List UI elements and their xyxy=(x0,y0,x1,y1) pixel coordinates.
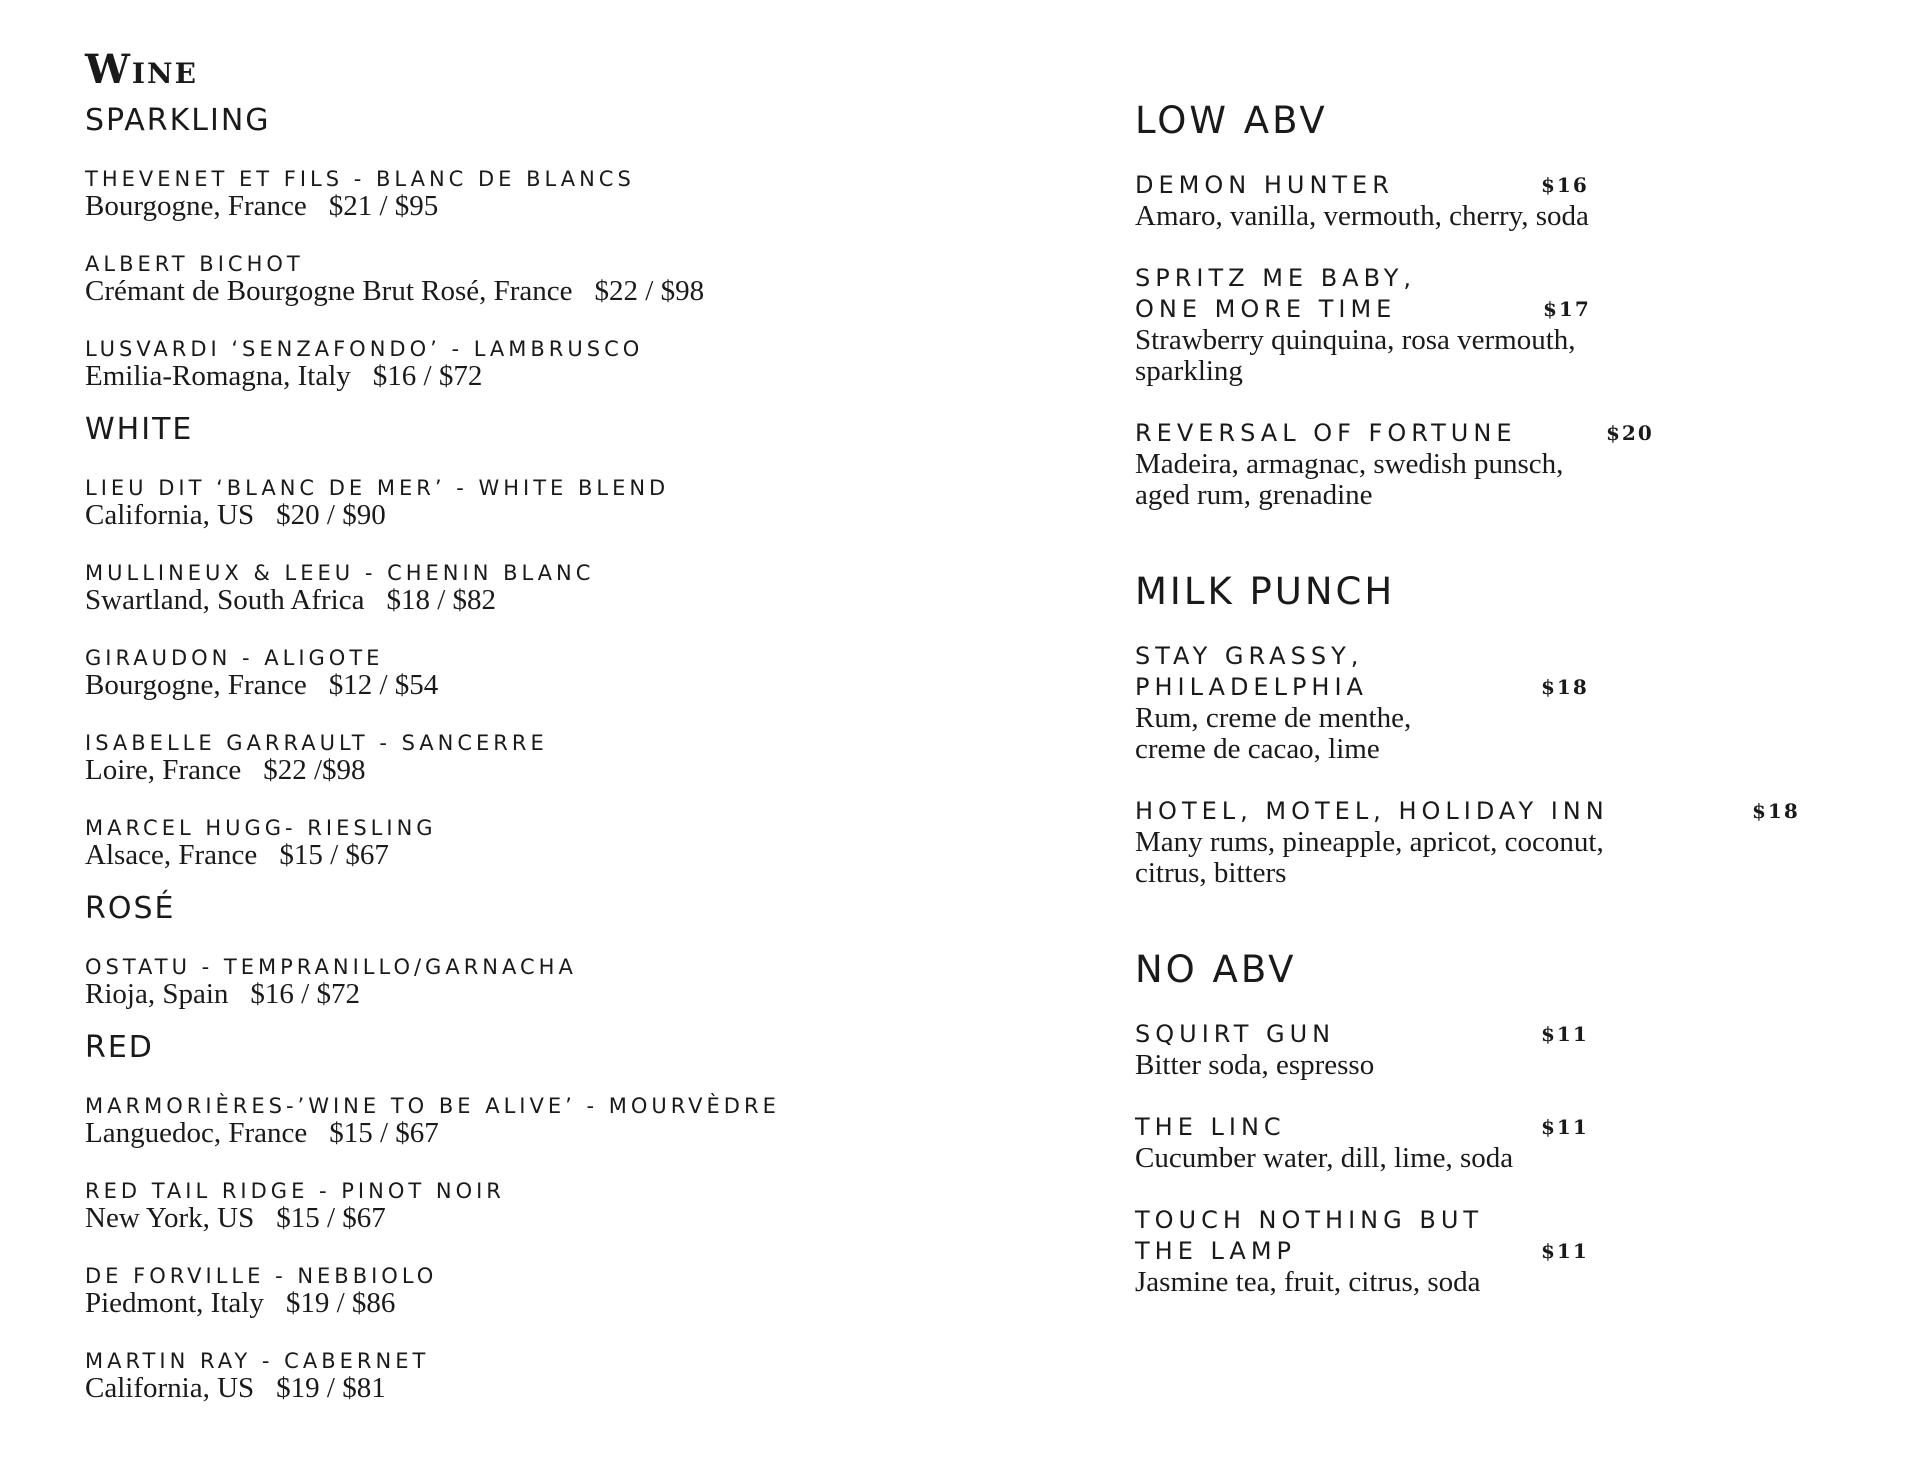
drink-description: Bitter soda, espresso xyxy=(1135,1049,1375,1081)
wine-name: MULLINEUX & LEEU - CHENIN BLANC xyxy=(85,561,595,585)
wine-region: Alsace, France xyxy=(85,839,258,871)
drink-name: STAY GRASSY, xyxy=(1135,642,1364,670)
wine-name: ALBERT BICHOT xyxy=(85,252,304,276)
wine-item xyxy=(85,816,1085,870)
section-title: SPARKLING xyxy=(85,103,271,138)
wine-price: $12 / $54 xyxy=(328,669,439,701)
wine-region: Rioja, Spain xyxy=(85,978,229,1010)
drink-description: Cucumber water, dill, lime, soda xyxy=(1135,1142,1514,1174)
wine-region: Bourgogne, France xyxy=(85,669,307,701)
drink-section-milk-punch xyxy=(1135,570,1895,889)
wine-item xyxy=(85,1349,1085,1403)
section-title: RED xyxy=(85,1030,154,1065)
drink-price: $20 xyxy=(1606,421,1654,445)
drink-name: SQUIRT GUN xyxy=(1135,1020,1336,1048)
wine-price: $18 / $82 xyxy=(386,584,497,616)
wine-price: $21 / $95 xyxy=(328,190,439,222)
drink-description: citrus, bitters xyxy=(1135,857,1287,889)
drink-description: Many rums, pineapple, apricot, coconut, xyxy=(1135,826,1604,858)
drink-item xyxy=(1135,263,1895,387)
wine-name: LUSVARDI ‘SENZAFONDO’ - LAMBRUSCO xyxy=(85,337,644,361)
wine-region: Piedmont, Italy xyxy=(85,1287,264,1319)
wine-price: $15 / $67 xyxy=(279,839,389,871)
wine-price: $19 / $81 xyxy=(276,1372,386,1404)
drink-description: aged rum, grenadine xyxy=(1135,479,1373,511)
wine-name: MARTIN RAY - CABERNET xyxy=(85,1349,430,1373)
wine-price: $22 /$98 xyxy=(263,754,366,786)
wine-region: Swartland, South Africa xyxy=(85,584,365,616)
wine-name: RED TAIL RIDGE - PINOT NOIR xyxy=(85,1179,505,1203)
drink-description: Rum, creme de menthe, xyxy=(1135,702,1412,734)
wine-name: ISABELLE GARRAULT - SANCERRE xyxy=(85,731,548,755)
wine-item xyxy=(85,561,1085,615)
wine-section-rose xyxy=(85,891,1085,1010)
wine-region: Emilia-Romagna, Italy xyxy=(85,360,351,392)
wine-name: THEVENET ET FILS - BLANC DE BLANCS xyxy=(85,167,635,191)
drink-item xyxy=(1135,641,1895,765)
wine-name: GIRAUDON - ALIGOTE xyxy=(85,646,384,670)
wine-region: Languedoc, France xyxy=(85,1117,308,1149)
wine-region: New York, US xyxy=(85,1202,255,1234)
section-title: LOW ABV xyxy=(1135,99,1328,142)
drink-description: creme de cacao, lime xyxy=(1135,733,1380,765)
wine-item xyxy=(85,1264,1085,1318)
drink-description: sparkling xyxy=(1135,355,1243,387)
wine-section-sparkling xyxy=(85,103,1085,392)
drink-price: $18 xyxy=(1541,675,1589,699)
section-title: WHITE xyxy=(85,412,194,447)
section-title: NO ABV xyxy=(1135,948,1297,991)
drink-item xyxy=(1135,1205,1895,1298)
wine-varietal: WHITE BLEND xyxy=(478,476,670,500)
drink-price: $11 xyxy=(1541,1115,1589,1139)
page-title: Wine xyxy=(85,46,198,93)
wine-section-white xyxy=(85,412,1085,871)
wine-region: California, US xyxy=(85,1372,255,1404)
wine-item xyxy=(85,167,1085,221)
wine-name: OSTATU - TEMPRANILLO/GARNACHA xyxy=(85,955,577,979)
drink-description: Amaro, vanilla, vermouth, cherry, soda xyxy=(1135,200,1589,232)
wine-item xyxy=(85,646,1085,700)
drink-item xyxy=(1135,796,1895,889)
wine-name: DE FORVILLE - NEBBIOLO xyxy=(85,1264,438,1288)
drink-price: $16 xyxy=(1541,173,1589,197)
wine-price: $15 / $67 xyxy=(276,1202,386,1234)
wine-price: $16 / $72 xyxy=(372,360,483,392)
drink-name: TOUCH NOTHING BUT xyxy=(1135,1206,1484,1234)
drink-description: Jasmine tea, fruit, citrus, soda xyxy=(1135,1266,1481,1298)
section-title: ROSÉ xyxy=(85,891,176,926)
wine-name: MARCEL HUGG- RIESLING xyxy=(85,816,437,840)
drink-name: DEMON HUNTER xyxy=(1135,171,1394,199)
drink-name: REVERSAL OF FORTUNE xyxy=(1135,419,1517,447)
wine-section-red xyxy=(85,1030,1085,1404)
wine-item xyxy=(85,476,1085,530)
drink-name: SPRITZ ME BABY, xyxy=(1135,264,1417,292)
drink-name: HOTEL, MOTEL, HOLIDAY INN xyxy=(1135,797,1609,825)
wine-name: LIEU DIT ‘BLANC DE MER’ - xyxy=(85,476,479,500)
drink-description: Madeira, armagnac, swedish punsch, xyxy=(1135,448,1564,480)
drink-name: ONE MORE TIME xyxy=(1135,295,1397,323)
wine-item xyxy=(85,1094,1085,1148)
drink-section-low-abv xyxy=(1135,99,1895,511)
drink-item xyxy=(1135,418,1895,511)
wine-name: MARMORIÈRES-’WINE TO BE ALIVE’ - MOURVÈDRE xyxy=(85,1094,780,1118)
drink-description: Strawberry quinquina, rosa vermouth, xyxy=(1135,324,1576,356)
drink-name: THE LAMP xyxy=(1135,1237,1297,1265)
drink-name: PHILADELPHIA xyxy=(1135,673,1368,701)
drink-price: $11 xyxy=(1541,1022,1589,1046)
wine-column xyxy=(85,103,1085,1404)
drink-price: $11 xyxy=(1541,1239,1589,1263)
section-title: MILK PUNCH xyxy=(1135,570,1396,613)
drink-section-no-abv xyxy=(1135,948,1895,1298)
wine-region: Crémant de Bourgogne Brut Rosé, France xyxy=(85,275,573,307)
drink-item xyxy=(1135,1112,1895,1174)
wine-price: $15 / $67 xyxy=(329,1117,439,1149)
wine-region: Loire, France xyxy=(85,754,242,786)
wine-price: $20 / $90 xyxy=(276,499,386,531)
drink-item xyxy=(1135,170,1895,232)
wine-item xyxy=(85,731,1085,785)
drink-price: $18 xyxy=(1752,799,1800,823)
wine-region: California, US xyxy=(85,499,255,531)
drink-name: THE LINC xyxy=(1135,1113,1286,1141)
wine-region: Bourgogne, France xyxy=(85,190,307,222)
wine-item xyxy=(85,1179,1085,1233)
wine-price: $16 / $72 xyxy=(250,978,360,1010)
cocktail-column xyxy=(1135,99,1895,1298)
drink-price: $17 xyxy=(1543,297,1591,321)
drink-item xyxy=(1135,1019,1895,1081)
wine-item xyxy=(85,337,1085,391)
wine-price: $19 / $86 xyxy=(285,1287,396,1319)
wine-price: $22 / $98 xyxy=(594,275,705,307)
wine-item xyxy=(85,252,1085,306)
wine-item xyxy=(85,955,1085,1009)
